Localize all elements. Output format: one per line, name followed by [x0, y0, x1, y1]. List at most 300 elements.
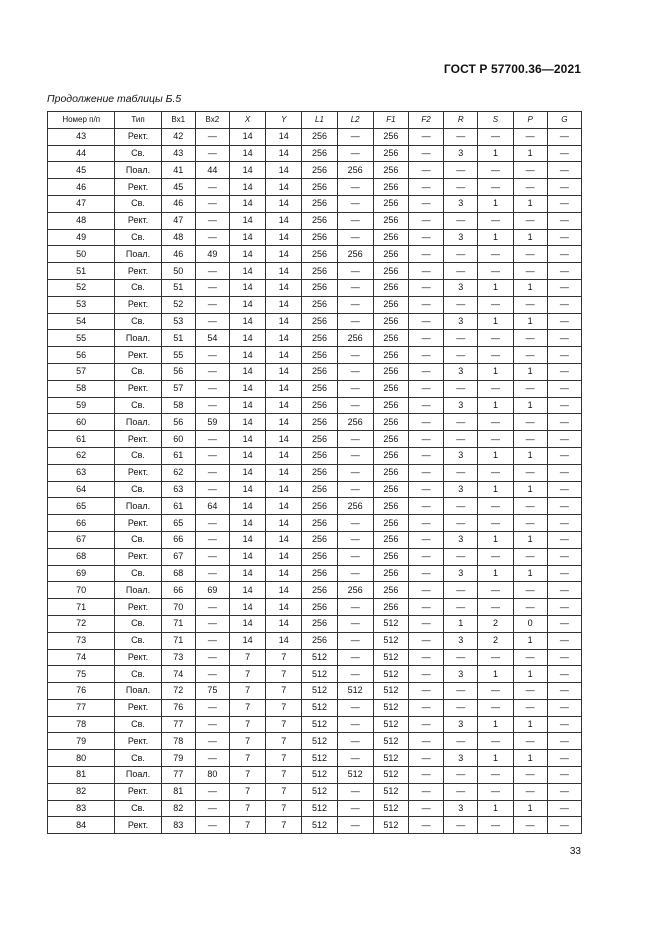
table-cell: 14 — [230, 565, 266, 582]
table-cell: 84 — [48, 817, 115, 834]
table-cell: — — [337, 632, 373, 649]
table-cell: — — [337, 195, 373, 212]
table-cell: — — [547, 599, 581, 616]
table-cell: 46 — [48, 179, 115, 196]
table-cell: — — [337, 666, 373, 683]
table-cell: 71 — [161, 632, 195, 649]
table-cell: 512 — [302, 666, 337, 683]
table-cell: 50 — [161, 263, 195, 280]
table-cell: Рект. — [115, 296, 161, 313]
table-cell: 69 — [195, 582, 229, 599]
table-cell: 1 — [478, 565, 513, 582]
table-row — [48, 666, 582, 683]
table-cell: 14 — [266, 128, 302, 145]
table-cell: 14 — [266, 195, 302, 212]
table-cell: — — [195, 447, 229, 464]
table-cell: 2 — [478, 615, 513, 632]
table-cell: — — [337, 649, 373, 666]
table-cell: 14 — [230, 195, 266, 212]
table-cell: — — [513, 498, 547, 515]
table-cell: 512 — [302, 767, 337, 784]
table-cell: — — [337, 263, 373, 280]
table-cell: Рект. — [115, 179, 161, 196]
table-cell: 256 — [373, 195, 408, 212]
table-cell: 256 — [373, 229, 408, 246]
table-cell: 64 — [195, 498, 229, 515]
table-cell: — — [337, 313, 373, 330]
table-cell: — — [408, 481, 443, 498]
table-cell: 75 — [48, 666, 115, 683]
table-cell: — — [408, 464, 443, 481]
table-cell: 14 — [230, 414, 266, 431]
table-cell: Св. — [115, 145, 161, 162]
table-row — [48, 397, 582, 414]
table-cell: — — [478, 246, 513, 263]
table-cell: — — [195, 632, 229, 649]
table-cell: — — [195, 279, 229, 296]
table-cell: 79 — [48, 733, 115, 750]
table-cell: — — [408, 162, 443, 179]
table-row — [48, 498, 582, 515]
table-cell: — — [337, 347, 373, 364]
table-cell: 256 — [302, 481, 337, 498]
table-cell: 14 — [266, 464, 302, 481]
table-cell: 256 — [373, 296, 408, 313]
table-cell: 512 — [373, 716, 408, 733]
table-cell: — — [444, 263, 478, 280]
table-cell: 62 — [161, 464, 195, 481]
table-cell: — — [195, 666, 229, 683]
table-cell: 256 — [302, 548, 337, 565]
table-cell: 77 — [48, 699, 115, 716]
table-cell: 1 — [513, 666, 547, 683]
table-cell: 256 — [302, 246, 337, 263]
table-cell: 66 — [161, 531, 195, 548]
table-cell: 256 — [302, 145, 337, 162]
table-cell: — — [408, 515, 443, 532]
table-cell: — — [408, 817, 443, 834]
table-cell: — — [195, 397, 229, 414]
table-cell: 256 — [373, 212, 408, 229]
table-cell: — — [408, 246, 443, 263]
column-header: G — [547, 112, 581, 129]
table-row — [48, 195, 582, 212]
table-cell: 14 — [230, 279, 266, 296]
table-cell: Рект. — [115, 464, 161, 481]
table-cell: 3 — [444, 800, 478, 817]
table-cell: — — [337, 716, 373, 733]
table-cell: 512 — [302, 817, 337, 834]
table-cell: — — [478, 767, 513, 784]
table-cell: 14 — [266, 145, 302, 162]
table-cell: — — [513, 179, 547, 196]
table-cell: Рект. — [115, 212, 161, 229]
table-cell: Поал. — [115, 498, 161, 515]
table-cell: 7 — [266, 716, 302, 733]
table-cell: 2 — [478, 632, 513, 649]
table-cell: 256 — [373, 481, 408, 498]
table-cell: 1 — [513, 481, 547, 498]
table-cell: Св. — [115, 481, 161, 498]
table-cell: 60 — [161, 431, 195, 448]
table-cell: 14 — [230, 531, 266, 548]
table-cell: 14 — [230, 515, 266, 532]
table-cell: 78 — [161, 733, 195, 750]
table-cell: 61 — [161, 498, 195, 515]
table-cell: 1 — [513, 716, 547, 733]
table-cell: — — [513, 464, 547, 481]
table-cell: — — [408, 548, 443, 565]
table-cell: 256 — [373, 145, 408, 162]
table-cell: — — [337, 363, 373, 380]
table-cell: 59 — [48, 397, 115, 414]
table-cell: 256 — [302, 347, 337, 364]
table-cell: 14 — [266, 447, 302, 464]
table-cell: — — [547, 279, 581, 296]
table-cell: — — [513, 548, 547, 565]
table-cell: Св. — [115, 195, 161, 212]
table-cell: 256 — [337, 498, 373, 515]
table-cell: — — [195, 229, 229, 246]
table-row — [48, 296, 582, 313]
table-cell: — — [513, 212, 547, 229]
table-cell: 1 — [478, 229, 513, 246]
table-cell: 256 — [302, 431, 337, 448]
table-cell: — — [444, 649, 478, 666]
table-cell: 51 — [48, 263, 115, 280]
table-cell: — — [547, 296, 581, 313]
table-cell: 512 — [373, 666, 408, 683]
table-cell: 61 — [48, 431, 115, 448]
table-cell: 14 — [230, 162, 266, 179]
table-cell: 3 — [444, 397, 478, 414]
table-cell: — — [547, 733, 581, 750]
table-cell: 63 — [48, 464, 115, 481]
table-cell: 1 — [513, 447, 547, 464]
table-cell: Поал. — [115, 414, 161, 431]
table-cell: — — [408, 733, 443, 750]
table-cell: 256 — [373, 279, 408, 296]
table-cell: 53 — [48, 296, 115, 313]
table-cell: 3 — [444, 447, 478, 464]
table-cell: — — [478, 380, 513, 397]
table-cell: 256 — [302, 464, 337, 481]
table-cell: 14 — [266, 380, 302, 397]
table-cell: 7 — [230, 716, 266, 733]
table-cell: 68 — [48, 548, 115, 565]
table-cell: — — [444, 162, 478, 179]
table-row — [48, 632, 582, 649]
table-cell: — — [408, 179, 443, 196]
table-cell: 7 — [266, 699, 302, 716]
table-cell: — — [408, 263, 443, 280]
table-cell: 14 — [266, 279, 302, 296]
table-cell: 14 — [230, 212, 266, 229]
table-cell: — — [337, 431, 373, 448]
table-cell: — — [547, 649, 581, 666]
table-cell: 256 — [302, 263, 337, 280]
table-cell: — — [547, 498, 581, 515]
table-cell: — — [478, 498, 513, 515]
table-cell: — — [444, 431, 478, 448]
table-cell: 1 — [478, 363, 513, 380]
table-cell: 55 — [48, 330, 115, 347]
table-cell: — — [195, 464, 229, 481]
table-cell: 14 — [266, 347, 302, 364]
table-cell: — — [337, 565, 373, 582]
table-cell: 65 — [48, 498, 115, 515]
table-cell: 14 — [230, 632, 266, 649]
table-cell: — — [408, 716, 443, 733]
table-cell: — — [478, 733, 513, 750]
table-cell: 7 — [230, 767, 266, 784]
table-cell: Св. — [115, 397, 161, 414]
table-cell: — — [408, 380, 443, 397]
table-cell: — — [478, 582, 513, 599]
table-cell: 3 — [444, 279, 478, 296]
table-cell: 512 — [373, 649, 408, 666]
table-cell: 1 — [478, 195, 513, 212]
table-cell: 256 — [373, 431, 408, 448]
table-cell: 14 — [230, 380, 266, 397]
table-cell: — — [195, 817, 229, 834]
table-cell: 46 — [161, 246, 195, 263]
table-cell: — — [513, 380, 547, 397]
table-cell: 14 — [230, 296, 266, 313]
table-cell: 66 — [48, 515, 115, 532]
table-cell: 7 — [266, 683, 302, 700]
table-cell: 53 — [161, 313, 195, 330]
table-cell: 51 — [161, 279, 195, 296]
table-cell: — — [547, 363, 581, 380]
table-cell: — — [444, 464, 478, 481]
table-cell: 256 — [373, 380, 408, 397]
table-cell: 83 — [161, 817, 195, 834]
table-cell: 1 — [513, 313, 547, 330]
table-cell: 62 — [48, 447, 115, 464]
table-cell: 256 — [373, 565, 408, 582]
table-row — [48, 733, 582, 750]
table-cell: — — [478, 817, 513, 834]
table-cell: — — [547, 397, 581, 414]
table-cell: Св. — [115, 800, 161, 817]
table-cell: Рект. — [115, 649, 161, 666]
table-cell: — — [513, 733, 547, 750]
table-cell: Рект. — [115, 548, 161, 565]
column-header: Вх1 — [161, 112, 195, 129]
table-cell: 77 — [161, 767, 195, 784]
table-cell: — — [408, 783, 443, 800]
table-cell: 61 — [161, 447, 195, 464]
table-row — [48, 431, 582, 448]
table-cell: — — [478, 699, 513, 716]
table-cell: 512 — [373, 800, 408, 817]
table-cell: — — [337, 699, 373, 716]
table-cell: — — [547, 313, 581, 330]
table-cell: 7 — [230, 649, 266, 666]
table-cell: — — [408, 582, 443, 599]
table-cell: 14 — [230, 431, 266, 448]
table-cell: 256 — [302, 363, 337, 380]
table-cell: — — [337, 481, 373, 498]
table-cell: — — [547, 565, 581, 582]
table-cell: 14 — [266, 414, 302, 431]
column-header: L2 — [337, 112, 373, 129]
table-row — [48, 783, 582, 800]
table-cell: — — [444, 347, 478, 364]
table-cell: — — [444, 767, 478, 784]
table-cell: — — [195, 531, 229, 548]
table-cell: 14 — [266, 229, 302, 246]
table-cell: 68 — [161, 565, 195, 582]
table-cell: — — [513, 414, 547, 431]
table-cell: 256 — [337, 246, 373, 263]
table-cell: 71 — [161, 615, 195, 632]
table-cell: — — [408, 145, 443, 162]
table-cell: Рект. — [115, 380, 161, 397]
table-cell: 1 — [478, 800, 513, 817]
table-cell: 76 — [161, 699, 195, 716]
table-cell: — — [195, 800, 229, 817]
table-cell: 256 — [373, 179, 408, 196]
table-cell: — — [513, 599, 547, 616]
table-cell: Поал. — [115, 330, 161, 347]
column-header: P — [513, 112, 547, 129]
table-row — [48, 800, 582, 817]
table-row — [48, 750, 582, 767]
table-cell: 14 — [230, 246, 266, 263]
table-cell: 7 — [230, 733, 266, 750]
table-cell: Рект. — [115, 263, 161, 280]
table-cell: — — [547, 582, 581, 599]
table-cell: 76 — [48, 683, 115, 700]
table-cell: — — [547, 414, 581, 431]
table-cell: — — [547, 330, 581, 347]
table-cell: Рект. — [115, 515, 161, 532]
table-cell: — — [408, 531, 443, 548]
table-cell: 14 — [230, 179, 266, 196]
table-cell: 48 — [161, 229, 195, 246]
table-cell: 14 — [266, 263, 302, 280]
table-row — [48, 263, 582, 280]
table-cell: — — [408, 750, 443, 767]
table-cell: — — [337, 397, 373, 414]
table-cell: 57 — [48, 363, 115, 380]
table-cell: — — [547, 447, 581, 464]
table-cell: 81 — [161, 783, 195, 800]
table-cell: 512 — [373, 767, 408, 784]
table-cell: — — [444, 783, 478, 800]
table-cell: 14 — [266, 632, 302, 649]
table-cell: — — [547, 145, 581, 162]
table-row — [48, 817, 582, 834]
table-cell: — — [337, 464, 373, 481]
table-cell: 256 — [373, 515, 408, 532]
table-cell: Поал. — [115, 582, 161, 599]
table-cell: — — [195, 481, 229, 498]
table-cell: — — [408, 431, 443, 448]
table-cell: — — [547, 195, 581, 212]
table-cell: 256 — [373, 246, 408, 263]
table-cell: — — [547, 800, 581, 817]
table-cell: 14 — [230, 229, 266, 246]
table-cell: 7 — [230, 800, 266, 817]
table-cell: 52 — [161, 296, 195, 313]
table-cell: — — [408, 330, 443, 347]
table-cell: — — [547, 767, 581, 784]
table-cell: — — [547, 179, 581, 196]
table-cell: 3 — [444, 313, 478, 330]
data-table — [47, 111, 582, 834]
table-cell: 512 — [302, 649, 337, 666]
table-cell: 256 — [302, 582, 337, 599]
table-cell: 256 — [373, 313, 408, 330]
table-cell: 63 — [161, 481, 195, 498]
table-cell: — — [478, 431, 513, 448]
table-cell: 82 — [48, 783, 115, 800]
table-cell: Поал. — [115, 767, 161, 784]
table-cell: — — [408, 666, 443, 683]
table-cell: Рект. — [115, 783, 161, 800]
column-header: Y — [266, 112, 302, 129]
table-cell: 47 — [161, 212, 195, 229]
table-cell: 7 — [230, 666, 266, 683]
table-cell: 66 — [161, 582, 195, 599]
table-cell: — — [408, 683, 443, 700]
table-cell: — — [547, 750, 581, 767]
table-cell: — — [195, 296, 229, 313]
table-cell: — — [195, 179, 229, 196]
table-cell: 256 — [302, 330, 337, 347]
table-cell: 1 — [513, 397, 547, 414]
table-cell: — — [547, 783, 581, 800]
table-cell: — — [547, 380, 581, 397]
table-cell: 7 — [230, 817, 266, 834]
table-cell: 7 — [266, 750, 302, 767]
table-cell: 512 — [373, 750, 408, 767]
table-cell: — — [444, 212, 478, 229]
table-cell: 14 — [230, 498, 266, 515]
table-cell: — — [547, 683, 581, 700]
table-cell: — — [547, 431, 581, 448]
table-cell: 78 — [48, 716, 115, 733]
table-cell: — — [478, 649, 513, 666]
table-cell: 1 — [478, 447, 513, 464]
table-cell: — — [195, 431, 229, 448]
table-cell: — — [408, 313, 443, 330]
table-cell: — — [337, 531, 373, 548]
table-cell: 14 — [230, 599, 266, 616]
table-cell: 3 — [444, 632, 478, 649]
table-cell: — — [513, 699, 547, 716]
table-cell: Св. — [115, 615, 161, 632]
table-cell: 1 — [478, 313, 513, 330]
table-cell: — — [513, 128, 547, 145]
table-cell: 7 — [266, 783, 302, 800]
table-cell: — — [547, 128, 581, 145]
table-cell: 256 — [302, 515, 337, 532]
table-row — [48, 649, 582, 666]
table-cell: 47 — [48, 195, 115, 212]
table-body — [48, 128, 582, 833]
table-cell: 14 — [230, 128, 266, 145]
table-cell: 7 — [266, 666, 302, 683]
table-cell: — — [408, 195, 443, 212]
table-cell: 7 — [230, 750, 266, 767]
table-cell: 256 — [337, 162, 373, 179]
table-cell: — — [195, 128, 229, 145]
table-cell: — — [547, 515, 581, 532]
